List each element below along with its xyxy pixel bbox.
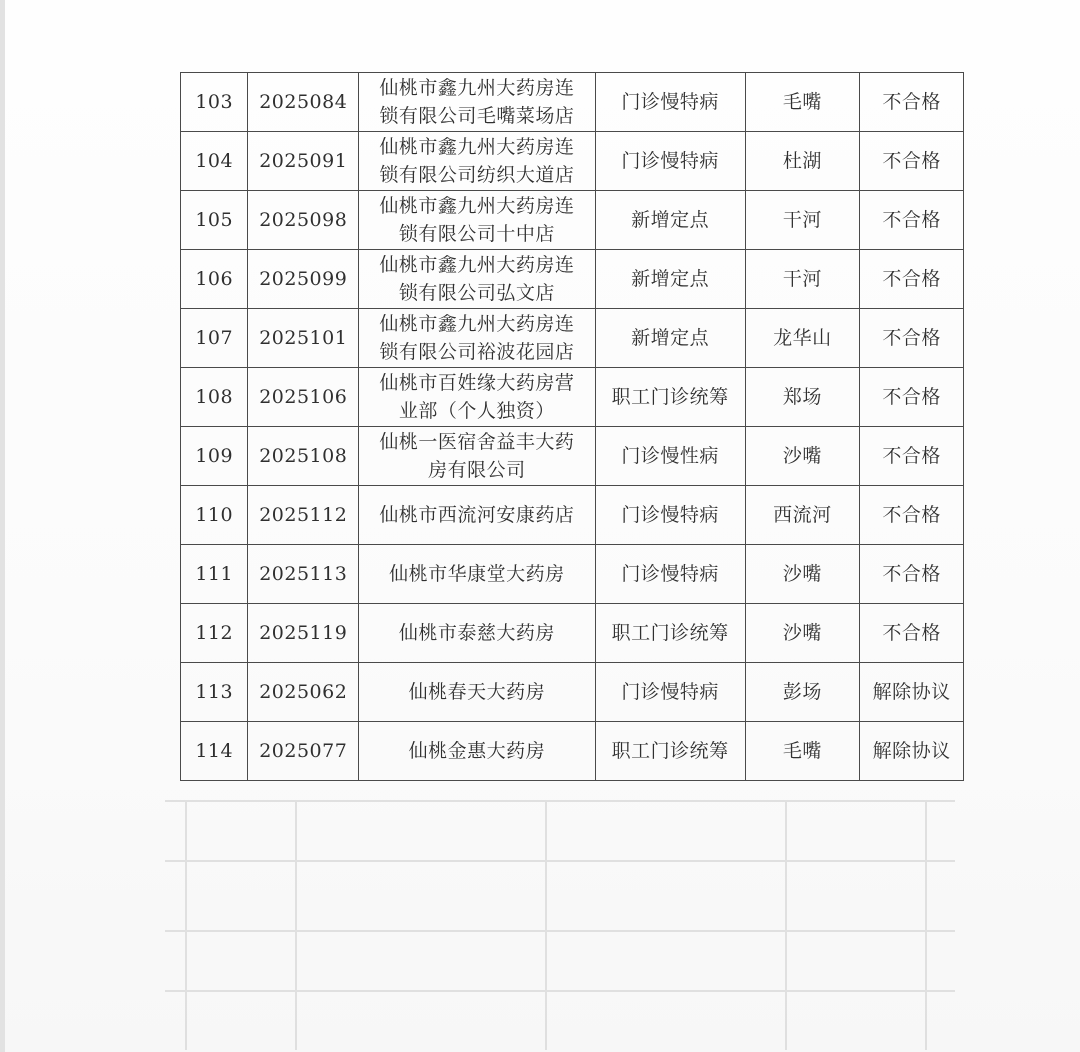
row-number-cell: 108	[181, 368, 248, 427]
result-cell: 不合格	[860, 309, 964, 368]
pharmacy-name-line-2: 锁有限公司十中店	[398, 223, 555, 245]
row-number-cell: 106	[181, 250, 248, 309]
code-cell: 2025062	[248, 663, 359, 722]
row-number-cell: 112	[181, 604, 248, 663]
pharmacy-name-cell	[359, 486, 596, 545]
pharmacy-name-cell	[359, 132, 596, 191]
table-body	[181, 73, 964, 781]
table-row	[181, 132, 964, 191]
code-cell: 2025119	[248, 604, 359, 663]
area-cell: 沙嘴	[745, 604, 860, 663]
pharmacy-name-cell	[359, 73, 596, 132]
code-cell: 2025101	[248, 309, 359, 368]
result-cell: 不合格	[860, 73, 964, 132]
table-row	[181, 486, 964, 545]
result-cell: 不合格	[860, 368, 964, 427]
category-cell: 门诊慢特病	[595, 73, 745, 132]
pharmacy-name-line-1: 仙桃市华康堂大药房	[389, 563, 565, 585]
area-cell: 龙华山	[745, 309, 860, 368]
table-row	[181, 604, 964, 663]
pharmacy-name-line-2: 锁有限公司纺织大道店	[379, 164, 575, 186]
result-cell: 不合格	[860, 604, 964, 663]
row-number-cell: 104	[181, 132, 248, 191]
code-cell: 2025084	[248, 73, 359, 132]
code-cell: 2025091	[248, 132, 359, 191]
pharmacy-name-cell	[359, 250, 596, 309]
table-row	[181, 368, 964, 427]
pharmacy-name-line-1: 仙桃市西流河安康药店	[379, 504, 575, 526]
row-number-cell: 110	[181, 486, 248, 545]
category-cell: 门诊慢特病	[595, 545, 745, 604]
category-cell: 新增定点	[595, 309, 745, 368]
code-cell: 2025108	[248, 427, 359, 486]
area-cell: 郑场	[745, 368, 860, 427]
code-cell: 2025098	[248, 191, 359, 250]
row-number-cell: 107	[181, 309, 248, 368]
code-cell: 2025077	[248, 722, 359, 781]
pharmacy-name-cell	[359, 368, 596, 427]
area-cell: 干河	[745, 250, 860, 309]
pharmacy-name-cell	[359, 722, 596, 781]
pharmacy-name-line-1: 仙桃市泰慈大药房	[398, 622, 555, 644]
pharmacy-name-line-2: 锁有限公司毛嘴菜场店	[379, 105, 575, 127]
pharmacy-name-cell	[359, 309, 596, 368]
pharmacy-name-line-1: 仙桃一医宿舍益丰大药	[379, 431, 575, 453]
code-cell: 2025106	[248, 368, 359, 427]
result-cell: 解除协议	[860, 663, 964, 722]
result-cell: 不合格	[860, 132, 964, 191]
pharmacy-name-line-1: 仙桃市鑫九州大药房连	[379, 195, 575, 217]
pharmacy-name-cell	[359, 663, 596, 722]
table-row	[181, 191, 964, 250]
pharmacy-name-line-1: 仙桃市鑫九州大药房连	[379, 254, 575, 276]
pharmacy-name-line-1: 仙桃市鑫九州大药房连	[379, 77, 575, 99]
pharmacy-name-line-1: 仙桃市鑫九州大药房连	[379, 136, 575, 158]
row-number-cell: 109	[181, 427, 248, 486]
table-row	[181, 663, 964, 722]
area-cell: 杜湖	[745, 132, 860, 191]
category-cell: 新增定点	[595, 250, 745, 309]
result-cell: 不合格	[860, 427, 964, 486]
pharmacy-name-line-2: 锁有限公司弘文店	[398, 282, 555, 304]
result-cell: 解除协议	[860, 722, 964, 781]
result-cell: 不合格	[860, 250, 964, 309]
row-number-cell: 113	[181, 663, 248, 722]
result-cell: 不合格	[860, 486, 964, 545]
category-cell: 职工门诊统筹	[595, 368, 745, 427]
row-number-cell: 103	[181, 73, 248, 132]
table-row	[181, 427, 964, 486]
pharmacy-name-cell	[359, 191, 596, 250]
row-number-cell: 114	[181, 722, 248, 781]
area-cell: 沙嘴	[745, 545, 860, 604]
bleed-through-shadow	[165, 790, 965, 1052]
pharmacy-name-line-1: 仙桃春天大药房	[408, 681, 546, 703]
pharmacy-name-cell	[359, 427, 596, 486]
pharmacy-name-line-1: 仙桃市鑫九州大药房连	[379, 313, 575, 335]
area-cell: 毛嘴	[745, 73, 860, 132]
category-cell: 门诊慢性病	[595, 427, 745, 486]
area-cell: 沙嘴	[745, 427, 860, 486]
area-cell: 西流河	[745, 486, 860, 545]
table-row	[181, 309, 964, 368]
row-number-cell: 105	[181, 191, 248, 250]
pharmacy-name-line-2: 业部（个人独资）	[398, 400, 555, 422]
pharmacy-name-line-2: 房有限公司	[428, 459, 526, 481]
pharmacy-results-table	[180, 72, 964, 781]
pharmacy-name-cell	[359, 545, 596, 604]
row-number-cell: 111	[181, 545, 248, 604]
code-cell: 2025113	[248, 545, 359, 604]
result-cell: 不合格	[860, 191, 964, 250]
category-cell: 职工门诊统筹	[595, 604, 745, 663]
category-cell: 新增定点	[595, 191, 745, 250]
code-cell: 2025099	[248, 250, 359, 309]
pharmacy-name-line-2: 锁有限公司裕波花园店	[379, 341, 575, 363]
pharmacy-name-cell	[359, 604, 596, 663]
page-left-edge	[0, 0, 5, 1052]
area-cell: 干河	[745, 191, 860, 250]
area-cell: 彭场	[745, 663, 860, 722]
table-row	[181, 545, 964, 604]
pharmacy-name-line-1: 仙桃金惠大药房	[408, 740, 546, 762]
category-cell: 门诊慢特病	[595, 663, 745, 722]
category-cell: 门诊慢特病	[595, 486, 745, 545]
category-cell: 门诊慢特病	[595, 132, 745, 191]
category-cell: 职工门诊统筹	[595, 722, 745, 781]
code-cell: 2025112	[248, 486, 359, 545]
table-row	[181, 73, 964, 132]
result-cell: 不合格	[860, 545, 964, 604]
area-cell: 毛嘴	[745, 722, 860, 781]
pharmacy-name-line-1: 仙桃市百姓缘大药房营	[379, 372, 575, 394]
table-row	[181, 722, 964, 781]
table-row	[181, 250, 964, 309]
